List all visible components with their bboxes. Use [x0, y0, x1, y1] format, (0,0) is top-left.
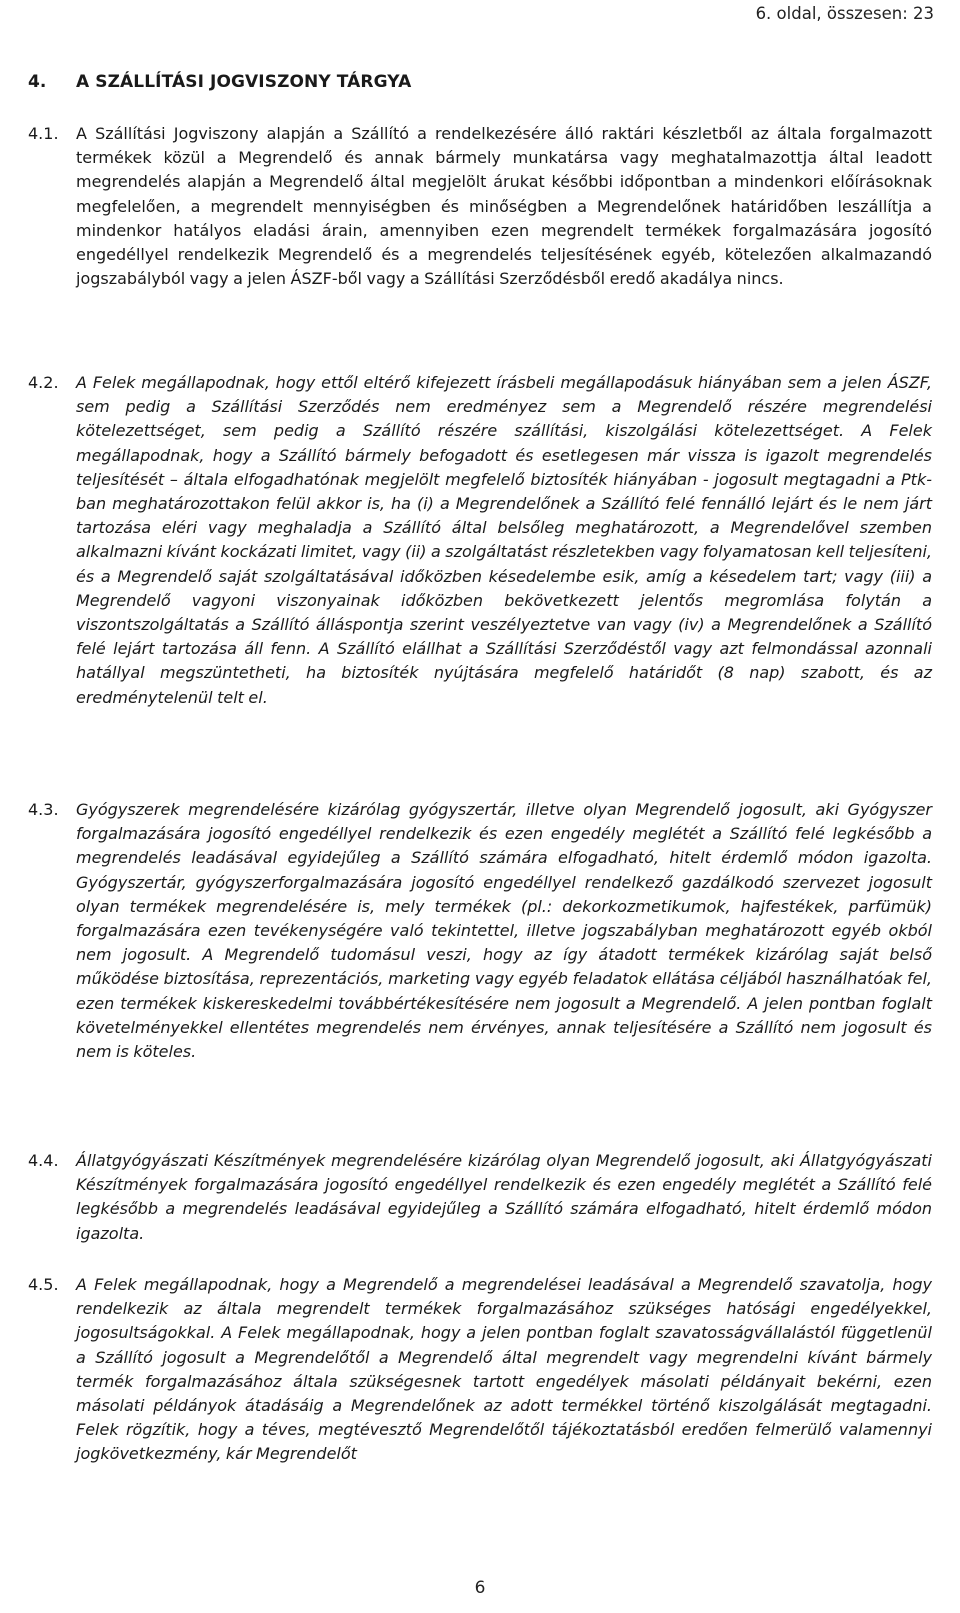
section-title: A SZÁLLÍTÁSI JOGVISZONY TÁRGYA	[76, 72, 412, 92]
page-number: 6	[474, 1578, 486, 1598]
section-heading	[28, 72, 411, 92]
paragraph-4-4	[28, 1149, 932, 1246]
section-number: 4.	[28, 72, 47, 92]
paragraph-4-3	[28, 798, 932, 1064]
paragraph-number: 4.5.	[28, 1275, 59, 1294]
paragraph-4-5	[28, 1273, 932, 1467]
paragraph-4-2	[28, 371, 932, 710]
paragraph-text: A Szállítási Jogviszony alapján a Szállító a rendelkezésére álló raktári készletből az általa forgalmazott termékek közül a Megrendelő és annak bármely munkatársa vagy meghatalmazottja által leadott megrendelés alapján a Megrendelő által megjelölt árukat későbbi időpontban a mindenkori előírásoknak megfelelően, a megrendelt mennyiségben és minőségben a Megrendelőnek határidőben leszállítja a mindenkor hatályos eladási árain, amennyiben ezen megrendelt termékek forgalmazására jogosító engedéllyel rendelkezik Megrendelő és a megrendelés teljesítésének egyéb, kötelezően alkalmazandó jogszabályból vagy a jelen ÁSZF-ből vagy a Szállítási Szerződésből eredő akadálya nincs.	[76, 124, 932, 289]
page-indicator: 6. oldal, összesen: 23	[755, 4, 934, 23]
paragraph-text: Állatgyógyászati Készítmények megrendelésére kizárólag olyan Megrendelő jogosult, aki Állatgyógyászati Készítmények forgalmazására jogosító engedéllyel rendelkezik és ezen engedély meglétét a Szállító felé legkésőbb a megrendelés leadásával egyidejűleg a Szállító számára elfogadható, hitelt érdemlő módon igazolta.	[76, 1151, 932, 1243]
paragraph-text: A Felek megállapodnak, hogy a Megrendelő a megrendelései leadásával a Megrendelő szavatolja, hogy rendelkezik az általa megrendelt termékek forgalmazásához szükséges hatósági engedélyekkel, jogosultságokkal. A Felek megállapodnak, hogy a jelen pontban foglalt szavatosságvállalástól függetlenül a Szállító jogosult a Megrendelőtől a Megrendelő által megrendelt vagy megrendelni kívánt bármely termék forgalmazásához általa szükségesnek tartott engedélyek másolati példányait bekérni, ezen másolati példányok átadásáig a Megrendelőnek az adott termékkel történő kiszolgálását megtagadni. Felek rögzítik, hogy a téves, megtévesztő Megrendelőtől tájékoztatásból eredően felmerülő valamennyi jogkövetkezmény, kár Megrendelőt	[76, 1275, 932, 1464]
paragraph-text: Gyógyszerek megrendelésére kizárólag gyógyszertár, illetve olyan Megrendelő jogosult, aki Gyógyszer forgalmazására jogosító engedéllyel rendelkezik és ezen engedély meglétét a Szállító felé legkésőbb a megrendelés leadásával egyidejűleg a Szállító számára elfogadható, hitelt érdemlő módon igazolta. Gyógyszertár, gyógyszerforgalmazására jogosító engedéllyel rendelkező gazdálkodó szervezet jogosult olyan termékek megrendelésére is, mely termékek (pl.: dekorkozmetikumok, hajfestékek, parfümük) forgalmazására ezen tevékenységére való tekintettel, illetve jogszabályban meghatározott egyéb okból nem jogosult. A Megrendelő tudomásul veszi, hogy az így átadott termékek kizárólag saját belső működése biztosítása, reprezentációs, marketing vagy egyéb feladatok ellátása céljából használhatóak fel, ezen termékek kiskereskedelmi továbbértékesítésére nem jogosult a Megrendelő. A jelen pontban foglalt követelményekkel ellentétes megrendelés nem érvényes, annak teljesítésére a Szállító nem jogosult és nem is köteles.	[76, 800, 932, 1062]
paragraph-4-1	[28, 122, 932, 291]
paragraph-text: A Felek megállapodnak, hogy ettől eltérő kifejezett írásbeli megállapodásuk hiányában sem a jelen ÁSZF, sem pedig a Szállítási Szerződés nem eredményez sem a Megrendelő részére megrendelési kötelezettséget, sem pedig a Szállító részére szállítási, kiszolgálási kötelezettséget. A Felek megállapodnak, hogy a Szállító bármely befogadott és esetlegesen már vissza is igazolt megrendelés teljesítését – általa elfogadhatónak megjelölt megfelelő biztosíték hiányában - jogosult megtagadni a Ptk-ban meghatározottakon felül akkor is, ha (i) a Megrendelőnek a Szállító felé fennálló lejárt és le nem járt tartozása eléri vagy meghaladja a Szállító által belsőleg meghatározott, a Megrendelővel szemben alkalmazni kívánt kockázati limitet, vagy (ii) a szolgáltatást részletekben vagy folyamatosan kell teljesíteni, és a Megrendelő saját szolgáltatásával időközben késedelembe esik, amíg a késedelem tart; vagy (iii) a Megrendelő vagyoni viszonyainak időközben bekövetkezett jelentős megromlása folytán a viszontszolgáltatás a Szállító álláspontja szerint veszélyeztetve van vagy (iv) a Megrendelőnek a Szállító felé lejárt tartozása áll fenn. A Szállító elállhat a Szállítási Szerződéstől vagy azt felmondással azonnali hatállyal megszüntetheti, ha biztosíték nyújtására megfelelő határidőt (8 nap) szabott, és az eredménytelenül telt el.	[76, 373, 932, 707]
paragraph-number: 4.2.	[28, 373, 59, 392]
paragraph-number: 4.3.	[28, 800, 59, 819]
paragraph-number: 4.1.	[28, 124, 59, 143]
paragraph-number: 4.4.	[28, 1151, 59, 1170]
